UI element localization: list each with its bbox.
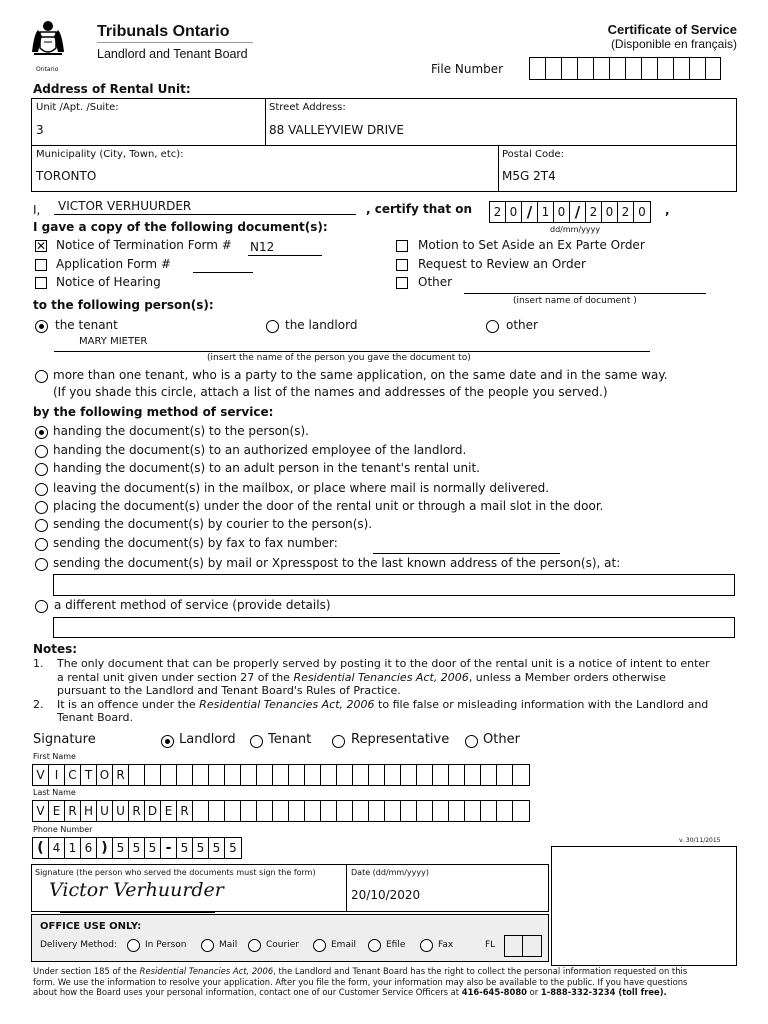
char-cell: 4: [49, 838, 65, 858]
other-document-field[interactable]: [464, 293, 706, 294]
office-efile-radio[interactable]: [368, 939, 381, 952]
notice-termination-label: Notice of Termination Form #: [56, 238, 232, 252]
last-name-field[interactable]: [32, 800, 530, 822]
notice-hearing-checkbox[interactable]: [35, 277, 47, 289]
char-cell: [481, 765, 497, 785]
char-cell: R: [177, 801, 193, 821]
i-label: I,: [33, 203, 41, 217]
method-option-label: handing the document(s) to an authorized employee of the landlord.: [53, 443, 467, 457]
char-cell: [193, 801, 209, 821]
char-cell: C: [65, 765, 81, 785]
different-method-label: a different method of service (provide details): [54, 598, 331, 612]
char-cell: [353, 801, 369, 821]
method-option-radio[interactable]: [35, 483, 48, 496]
different-method-details-field[interactable]: [53, 617, 735, 638]
char-cell: 6: [81, 838, 97, 858]
mail-address-field[interactable]: [53, 574, 735, 596]
char-cell: [305, 801, 321, 821]
method-option-radio[interactable]: [35, 538, 48, 551]
office-stamp-box: [551, 846, 737, 966]
char-cell: 0: [506, 202, 522, 222]
notice-termination-form-field[interactable]: N12: [250, 240, 275, 254]
phone-local: 416-645-8080: [461, 987, 527, 997]
signer-landlord-label: Landlord: [179, 732, 236, 747]
french-note: (Disponible en français): [610, 37, 737, 51]
office-email-radio[interactable]: [313, 939, 326, 952]
method-option-radio[interactable]: [35, 558, 48, 571]
persons-heading: to the following person(s):: [33, 298, 214, 312]
date-comma: ,: [665, 203, 670, 217]
char-cell: [145, 765, 161, 785]
last-name-label: Last Name: [33, 788, 76, 797]
char-cell: 5: [193, 838, 209, 858]
char-cell: H: [81, 801, 97, 821]
office-courier-radio[interactable]: [248, 939, 261, 952]
board-name: Landlord and Tenant Board: [97, 47, 248, 61]
char-cell: [465, 765, 481, 785]
method-option-label: sending the document(s) by fax to fax number:: [53, 536, 338, 550]
more-tenant-line2: (If you shade this circle, attach a list of the names and addresses of the people you served.): [53, 385, 608, 399]
char-cell: T: [81, 765, 97, 785]
char-cell: [177, 765, 193, 785]
tenant-radio[interactable]: [35, 320, 48, 333]
char-cell: [433, 765, 449, 785]
other-document-label: Other: [418, 275, 453, 289]
first-name-label: First Name: [33, 752, 76, 761]
request-review-label: Request to Review an Order: [418, 257, 586, 271]
char-cell: [513, 801, 529, 821]
signer-other-radio[interactable]: [465, 735, 478, 748]
signer-tenant-label: Tenant: [268, 732, 312, 747]
char-cell: 0: [638, 205, 646, 219]
phone-toll-free: 1-888-332-3234 (toll free).: [540, 987, 667, 997]
unit-field[interactable]: 3: [36, 123, 44, 137]
char-cell: /: [522, 202, 538, 222]
street-label: Street Address:: [269, 102, 346, 113]
char-cell: E: [161, 801, 177, 821]
signer-representative-radio[interactable]: [332, 735, 345, 748]
char-cell: 2: [586, 202, 602, 222]
office-in-person-label: In Person: [145, 940, 187, 950]
char-cell: [257, 801, 273, 821]
char-cell: O: [97, 765, 113, 785]
tenant-label: the tenant: [55, 318, 118, 332]
signer-representative-label: Representative: [351, 732, 450, 747]
char-cell: [289, 801, 305, 821]
char-cell: [337, 801, 353, 821]
char-cell: [369, 801, 385, 821]
form-title: Certificate of Service: [607, 22, 737, 37]
char-cell: [369, 765, 385, 785]
other-person-label: other: [506, 318, 538, 332]
address-heading: Address of Rental Unit:: [33, 82, 191, 96]
signature-field[interactable]: Victor Verhuurder: [49, 879, 224, 901]
signer-other-label: Other: [483, 732, 520, 747]
method-option-radio[interactable]: [35, 445, 48, 458]
checked-x-icon: ✕: [36, 239, 47, 253]
char-cell: [305, 765, 321, 785]
char-cell: V: [33, 765, 49, 785]
phone-label: Phone Number: [33, 825, 93, 834]
char-cell: [193, 765, 209, 785]
office-fax-label: Fax: [438, 940, 454, 950]
char-cell: [481, 801, 497, 821]
char-cell: [465, 801, 481, 821]
char-cell: [417, 801, 433, 821]
form-version: v. 30/11/2015: [679, 837, 721, 844]
person-name-field[interactable]: MARY MIETER: [79, 336, 148, 347]
char-cell: [129, 765, 145, 785]
char-cell: R: [113, 765, 129, 785]
method-option-radio[interactable]: [35, 501, 48, 514]
char-cell: [241, 765, 257, 785]
documents-heading: I gave a copy of the following document(s):: [33, 220, 328, 234]
motion-checkbox[interactable]: [396, 240, 408, 252]
sig-date-field[interactable]: 20/10/2020: [351, 888, 421, 902]
char-cell: [401, 765, 417, 785]
char-cell: [449, 801, 465, 821]
office-courier-label: Courier: [266, 940, 299, 950]
landlord-radio[interactable]: [266, 320, 279, 333]
file-number-field[interactable]: [529, 57, 721, 80]
office-efile-label: Efile: [386, 940, 406, 950]
phone-field[interactable]: [32, 837, 242, 859]
char-cell: 5: [145, 838, 161, 858]
other-document-hint: (insert name of document ): [513, 296, 637, 306]
method-option-radio[interactable]: [35, 426, 48, 439]
request-review-checkbox[interactable]: [396, 259, 408, 271]
application-form-field[interactable]: [193, 272, 253, 273]
office-mail-radio[interactable]: [201, 939, 214, 952]
char-cell: [209, 801, 225, 821]
char-cell: [257, 765, 273, 785]
note1-line1: The only document that can be properly served by posting it to the door of the rental unit is a notice of intent to enter: [57, 657, 710, 670]
delivery-method-label: Delivery Method:: [40, 940, 118, 950]
char-cell: [321, 801, 337, 821]
char-cell: [401, 801, 417, 821]
char-cell: [337, 765, 353, 785]
more-tenant-line1: more than one tenant, who is a party to the same application, on the same date and in the same way.: [53, 368, 668, 382]
char-cell: [385, 801, 401, 821]
certify-date-field[interactable]: [489, 201, 651, 223]
char-cell: [497, 801, 513, 821]
notice-hearing-label: Notice of Hearing: [56, 275, 161, 289]
notice-termination-checkbox[interactable]: [35, 240, 47, 252]
different-method-radio[interactable]: [35, 600, 48, 613]
char-cell: [161, 765, 177, 785]
person-name-hint: (insert the name of the person you gave the document to): [207, 353, 471, 363]
other-person-radio[interactable]: [486, 320, 499, 333]
org-name: Tribunals Ontario: [97, 23, 230, 40]
char-cell: 5: [177, 838, 193, 858]
date-hint: dd/mm/yyyy: [550, 225, 601, 234]
char-cell: 2: [618, 202, 634, 222]
other-document-checkbox[interactable]: [396, 277, 408, 289]
sig-date-label: Date (dd/mm/yyyy): [351, 868, 429, 877]
method-option-label: handing the document(s) to an adult person in the tenant's rental unit.: [53, 461, 480, 475]
char-cell: R: [65, 801, 81, 821]
char-cell: 0: [602, 202, 618, 222]
office-mail-label: Mail: [219, 940, 238, 950]
signature-label: Signature: [33, 732, 96, 747]
char-cell: [241, 801, 257, 821]
file-number-label: File Number: [431, 62, 504, 76]
privacy-footer: Under section 185 of the Residential Tenancies Act, 2006, the Landlord and Tenant Board has the right to collect the personal information requested on this form. We use the information to resolve your application. After you file the form, your information may also be available to the public. If you have questions about how the Board uses your personal information, contact one of our Customer Service Officers at 416-645-8080 or 1-888-332-3234 (toll free).: [33, 966, 688, 997]
landlord-label: the landlord: [285, 318, 358, 332]
char-cell: V: [33, 801, 49, 821]
ontario-coat-of-arms-logo: [30, 18, 66, 64]
char-cell: [417, 765, 433, 785]
char-cell: ): [97, 838, 113, 858]
sig-box-label: Signature (the person who served the documents must sign the form): [35, 868, 316, 877]
char-cell: [209, 765, 225, 785]
char-cell: /: [570, 202, 586, 222]
note2-line2: Tenant Board.: [57, 711, 133, 724]
signer-tenant-radio[interactable]: [250, 735, 263, 748]
method-option-radio[interactable]: [35, 463, 48, 476]
postal-field[interactable]: M5G 2T4: [502, 169, 556, 183]
office-heading: OFFICE USE ONLY:: [40, 921, 142, 932]
notes-body: 1. The only document that can be properly served by posting it to the door of the rental unit is a notice of intent to enter a rental unit given under section 27 of the Residential Tenancies Act, 2006, unless a Member orders otherwise pursuant to the Landlord and Tenant Board's Rules of Practice. 2. It is an offence under the Residential Tenancies Act, 2006 to file false or misleading information with the Landlord and Tenant Board.: [33, 657, 738, 725]
char-cell: 5: [129, 838, 145, 858]
motion-label: Motion to Set Aside an Ex Parte Order: [418, 238, 645, 252]
char-cell: 1: [538, 202, 554, 222]
char-cell: [225, 801, 241, 821]
municipality-field[interactable]: TORONTO: [36, 169, 97, 183]
char-cell: 2: [490, 202, 506, 222]
method-option-label: leaving the document(s) in the mailbox, or place where mail is normally delivered.: [53, 481, 550, 495]
char-cell: 5: [113, 838, 129, 858]
char-cell: 5: [209, 838, 225, 858]
first-name-field[interactable]: [32, 764, 530, 786]
char-cell: (: [33, 838, 49, 858]
application-form-label: Application Form #: [56, 257, 171, 271]
char-cell: [273, 765, 289, 785]
char-cell: [225, 765, 241, 785]
char-cell: [433, 801, 449, 821]
method-option-label: sending the document(s) by courier to the person(s).: [53, 517, 373, 531]
office-fl-label: FL: [485, 940, 496, 950]
office-email-label: Email: [331, 940, 356, 950]
char-cell: 0: [554, 202, 570, 222]
char-cell: [273, 801, 289, 821]
method-option-label: handing the document(s) to the person(s).: [53, 424, 309, 438]
char-cell: [449, 765, 465, 785]
note1-line3: pursuant to the Landlord and Tenant Board's Rules of Practice.: [57, 684, 401, 697]
method-option-radio[interactable]: [35, 519, 48, 532]
office-in-person-radio[interactable]: [127, 939, 140, 952]
method-option-label: sending the document(s) by mail or Xpresspost to the last known address of the person(s), at:: [53, 556, 621, 570]
char-cell: [513, 765, 529, 785]
char-cell: [497, 765, 513, 785]
signer-landlord-radio[interactable]: [161, 735, 174, 748]
more-than-one-tenant-radio[interactable]: [35, 370, 48, 383]
unit-label: Unit /Apt. /Suite:: [36, 102, 119, 113]
char-cell: [353, 765, 369, 785]
char-cell: U: [113, 801, 129, 821]
method-option-label: placing the document(s) under the door of the rental unit or through a mail slot in the door.: [53, 499, 604, 513]
char-cell: [385, 765, 401, 785]
char-cell: E: [49, 801, 65, 821]
char-cell: D: [145, 801, 161, 821]
char-cell: U: [97, 801, 113, 821]
char-cell: -: [161, 838, 177, 858]
char-cell: R: [129, 801, 145, 821]
char-cell: I: [49, 765, 65, 785]
office-fl-field[interactable]: [504, 935, 542, 957]
street-field[interactable]: 88 VALLEYVIEW DRIVE: [269, 123, 404, 137]
application-form-checkbox[interactable]: [35, 259, 47, 271]
certifier-name-field[interactable]: VICTOR VERHUURDER: [58, 199, 192, 213]
municipality-label: Municipality (City, Town, etc):: [36, 149, 184, 160]
char-cell: [321, 765, 337, 785]
char-cell: [289, 765, 305, 785]
logo-caption: Ontario: [36, 66, 59, 73]
char-cell: 5: [229, 841, 237, 855]
fax-number-field[interactable]: [373, 553, 560, 554]
office-fax-radio[interactable]: [420, 939, 433, 952]
postal-label: Postal Code:: [502, 149, 564, 160]
method-heading: by the following method of service:: [33, 405, 274, 419]
certify-text: , certify that on: [366, 202, 473, 216]
char-cell: 1: [65, 838, 81, 858]
notes-heading: Notes:: [33, 642, 78, 656]
